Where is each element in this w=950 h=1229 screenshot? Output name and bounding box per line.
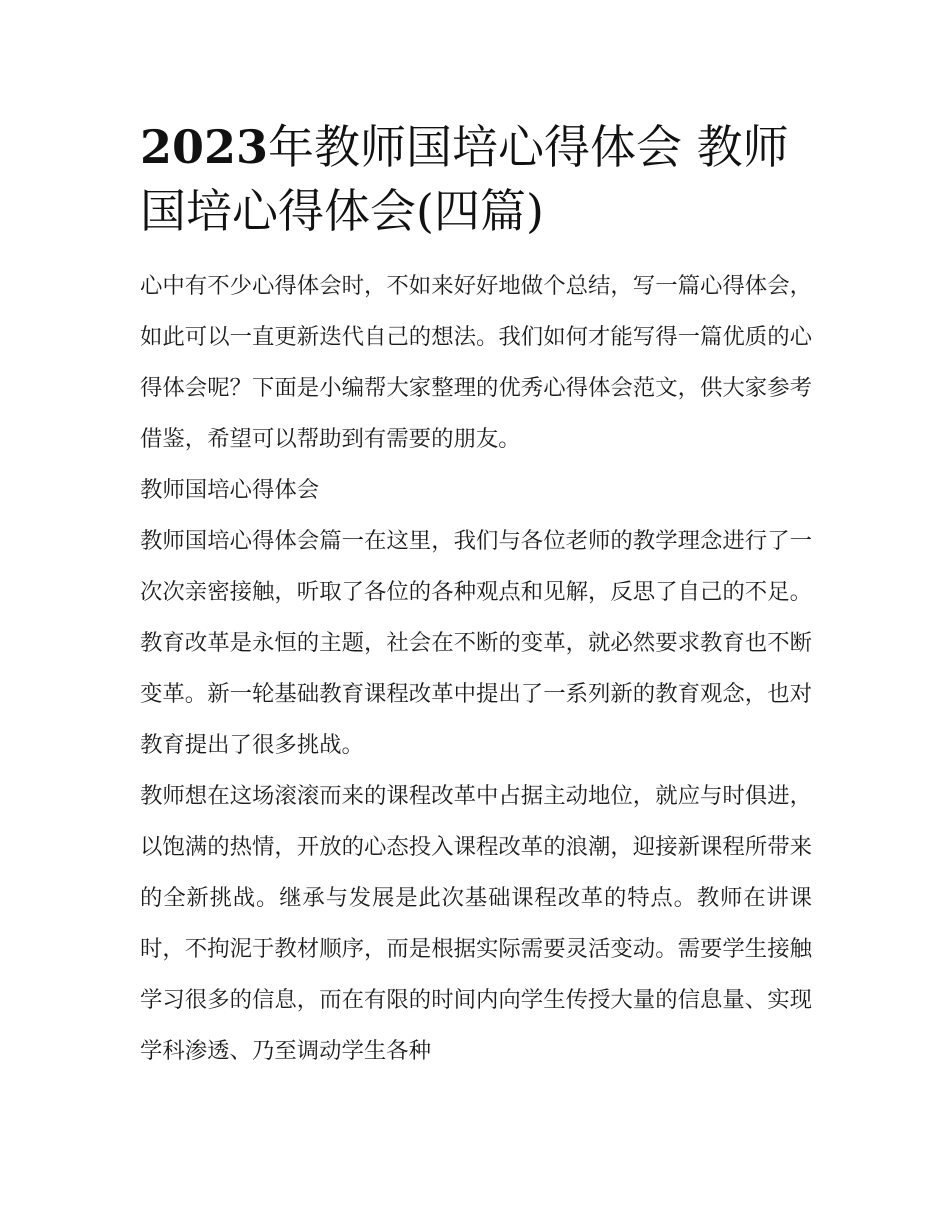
document-title (140, 115, 812, 243)
body-paragraph-2: 教师想在这场滚滚而来的课程改革中占据主动地位，就应与时俱进，以饱满的热情，开放的心态投入课程改革的浪潮，迎接新课程所带来的全新挑战。继承与发展是此次基础课程改革的特点。教师在讲课时，不拘泥于教材顺序，而是根据实际需要灵活变动。需要学生接触学习很多的信息，而在有限的时间内向学生传授大量的信息量、实现学科渗透、乃至调动学生各种 (140, 783, 812, 1064)
title-text: 年教师国培心得体会 教师国培心得体会(四篇) (140, 120, 789, 238)
title-year: 2023 (140, 120, 269, 174)
section-heading: 教师国培心得体会 (140, 477, 320, 503)
document-body (140, 261, 812, 1077)
intro-paragraph: 心中有不少心得体会时，不如来好好地做个总结，写一篇心得体会，如此可以一直更新迭代自己的想法。我们如何才能写得一篇优质的心得体会呢？下面是小编帮大家整理的优秀心得体会范文，供大家参考借鉴，希望可以帮助到有需要的朋友。 (140, 273, 812, 452)
document-content (140, 115, 812, 1077)
body-paragraph-1: 教师国培心得体会篇一在这里，我们与各位老师的教学理念进行了一次次亲密接触，听取了各位的各种观点和见解，反思了自己的不足。教育改革是永恒的主题，社会在不断的变革，就必然要求教育也不断变革。新一轮基础教育课程改革中提出了一系列新的教育观念，也对教育提出了很多挑战。 (140, 528, 812, 758)
